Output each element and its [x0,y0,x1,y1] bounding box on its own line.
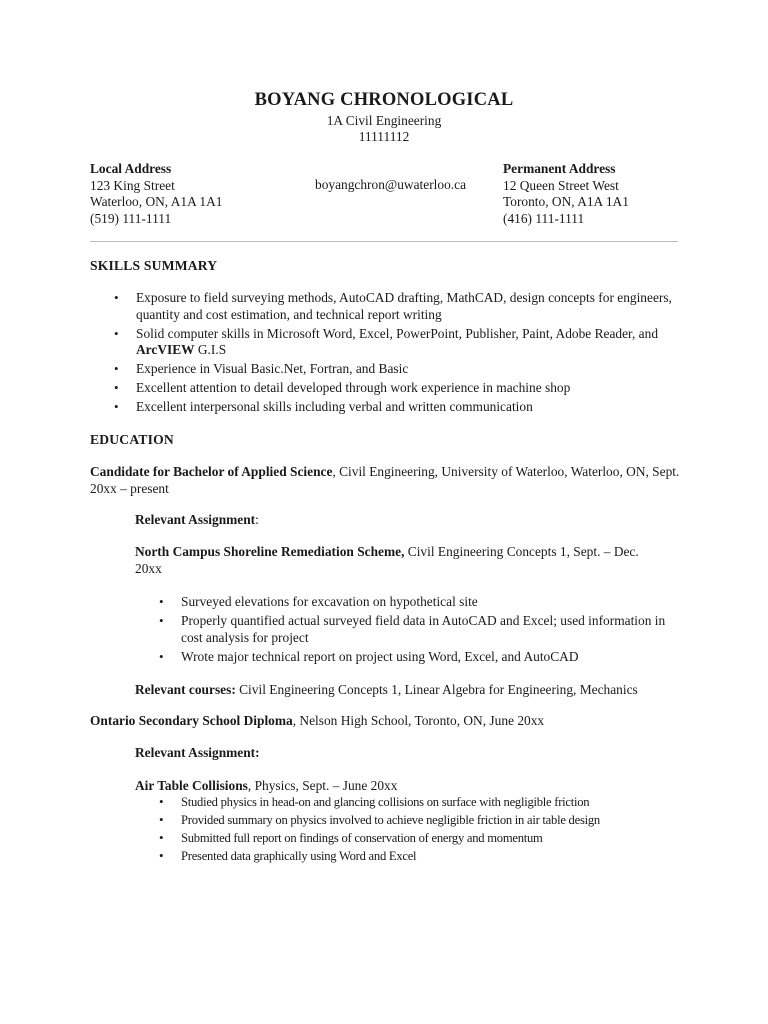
permanent-address [503,161,629,227]
education-heading: EDUCATION [90,432,174,447]
high-school-entry [90,713,690,730]
high-school-assignment-label: Relevant Assignment: [135,745,260,760]
header-divider [90,241,678,242]
university-entry [90,464,680,497]
project-title: North Campus Shoreline Remediation Scheme, [135,544,405,559]
permanent-phone: (416) 111-1111 [503,210,585,226]
high-school-project-bullets [159,794,699,866]
university-assignment-label: Relevant Assignment: [135,512,259,527]
skills-item: • Solid computer skills in Microsoft Word, Excel, PowerPoint, Publisher, Paint, Adobe Reader, and ArcVIEW G.I.S [114,326,674,359]
relevant-courses [135,682,695,699]
project-bullet: • Properly quantified actual surveyed field data in AutoCAD and Excel; used information in cost analysis for project [159,613,679,646]
university-project [135,544,665,577]
hs-project-title: Air Table Collisions [135,778,248,793]
university-project-bullets [159,594,679,668]
program: 1A Civil Engineering [326,113,442,128]
hs-project-bullet: • Provided summary on physics involved to achieve negligible friction in air table design [159,812,699,829]
skills-heading: SKILLS SUMMARY [90,258,218,273]
degree-details: , Civil Engineering, University of Waterloo, Waterloo, ON, Sept. 20xx – present [90,464,680,496]
courses-list: Civil Engineering Concepts 1, Linear Algebra for Engineering, Mechanics [235,682,638,697]
degree: Candidate for Bachelor of Applied Science [90,464,333,479]
local-phone: (519) 111-1111 [90,210,172,226]
skills-item: • Excellent interpersonal skills including verbal and written communication [114,399,674,416]
diploma-details: , Nelson High School, Toronto, ON, June 20xx [292,713,545,728]
local-address [90,161,222,227]
local-address-line2: Waterloo, ON, A1A 1A1 [90,194,223,209]
hs-project-bullet: • Submitted full report on findings of conservation of energy and momentum [159,830,699,847]
email: boyangchron@uwaterloo.ca [315,177,467,192]
arcview-label: ArcVIEW [136,342,195,357]
hs-project-details: , Physics, Sept. – June 20xx [247,778,398,793]
hs-project-bullet: • Studied physics in head-on and glancing collisions on surface with negligible friction [159,794,699,811]
project-details: Civil Engineering Concepts 1, Sept. – Dec. 20xx [135,544,639,576]
project-bullet: • Surveyed elevations for excavation on hypothetical site [159,594,679,611]
diploma: Ontario Secondary School Diploma [90,713,293,728]
local-address-line1: 123 King Street [90,177,175,193]
hs-project-bullet: • Presented data graphically using Word and Excel [159,848,699,865]
project-bullet: • Wrote major technical report on project using Word, Excel, and AutoCAD [159,649,679,666]
permanent-address-line2: Toronto, ON, A1A 1A1 [503,194,629,209]
high-school-project [135,778,675,795]
permanent-address-heading: Permanent Address [503,161,616,176]
permanent-address-line1: 12 Queen Street West [503,177,619,193]
skills-item: • Experience in Visual Basic.Net, Fortran, and Basic [114,361,674,378]
skills-item: • Excellent attention to detail developed through work experience in machine shop [114,380,674,397]
student-id: 11111112 [358,129,410,144]
local-address-heading: Local Address [90,161,172,176]
skills-list [114,290,674,418]
courses-label: Relevant courses: [135,682,236,697]
resume-name: BOYANG CHRONOLOGICAL [254,90,514,110]
skills-item: • Exposure to field surveying methods, AutoCAD drafting, MathCAD, design concepts for engineers, quantity and cost estimation, and technical report writing [114,290,674,323]
